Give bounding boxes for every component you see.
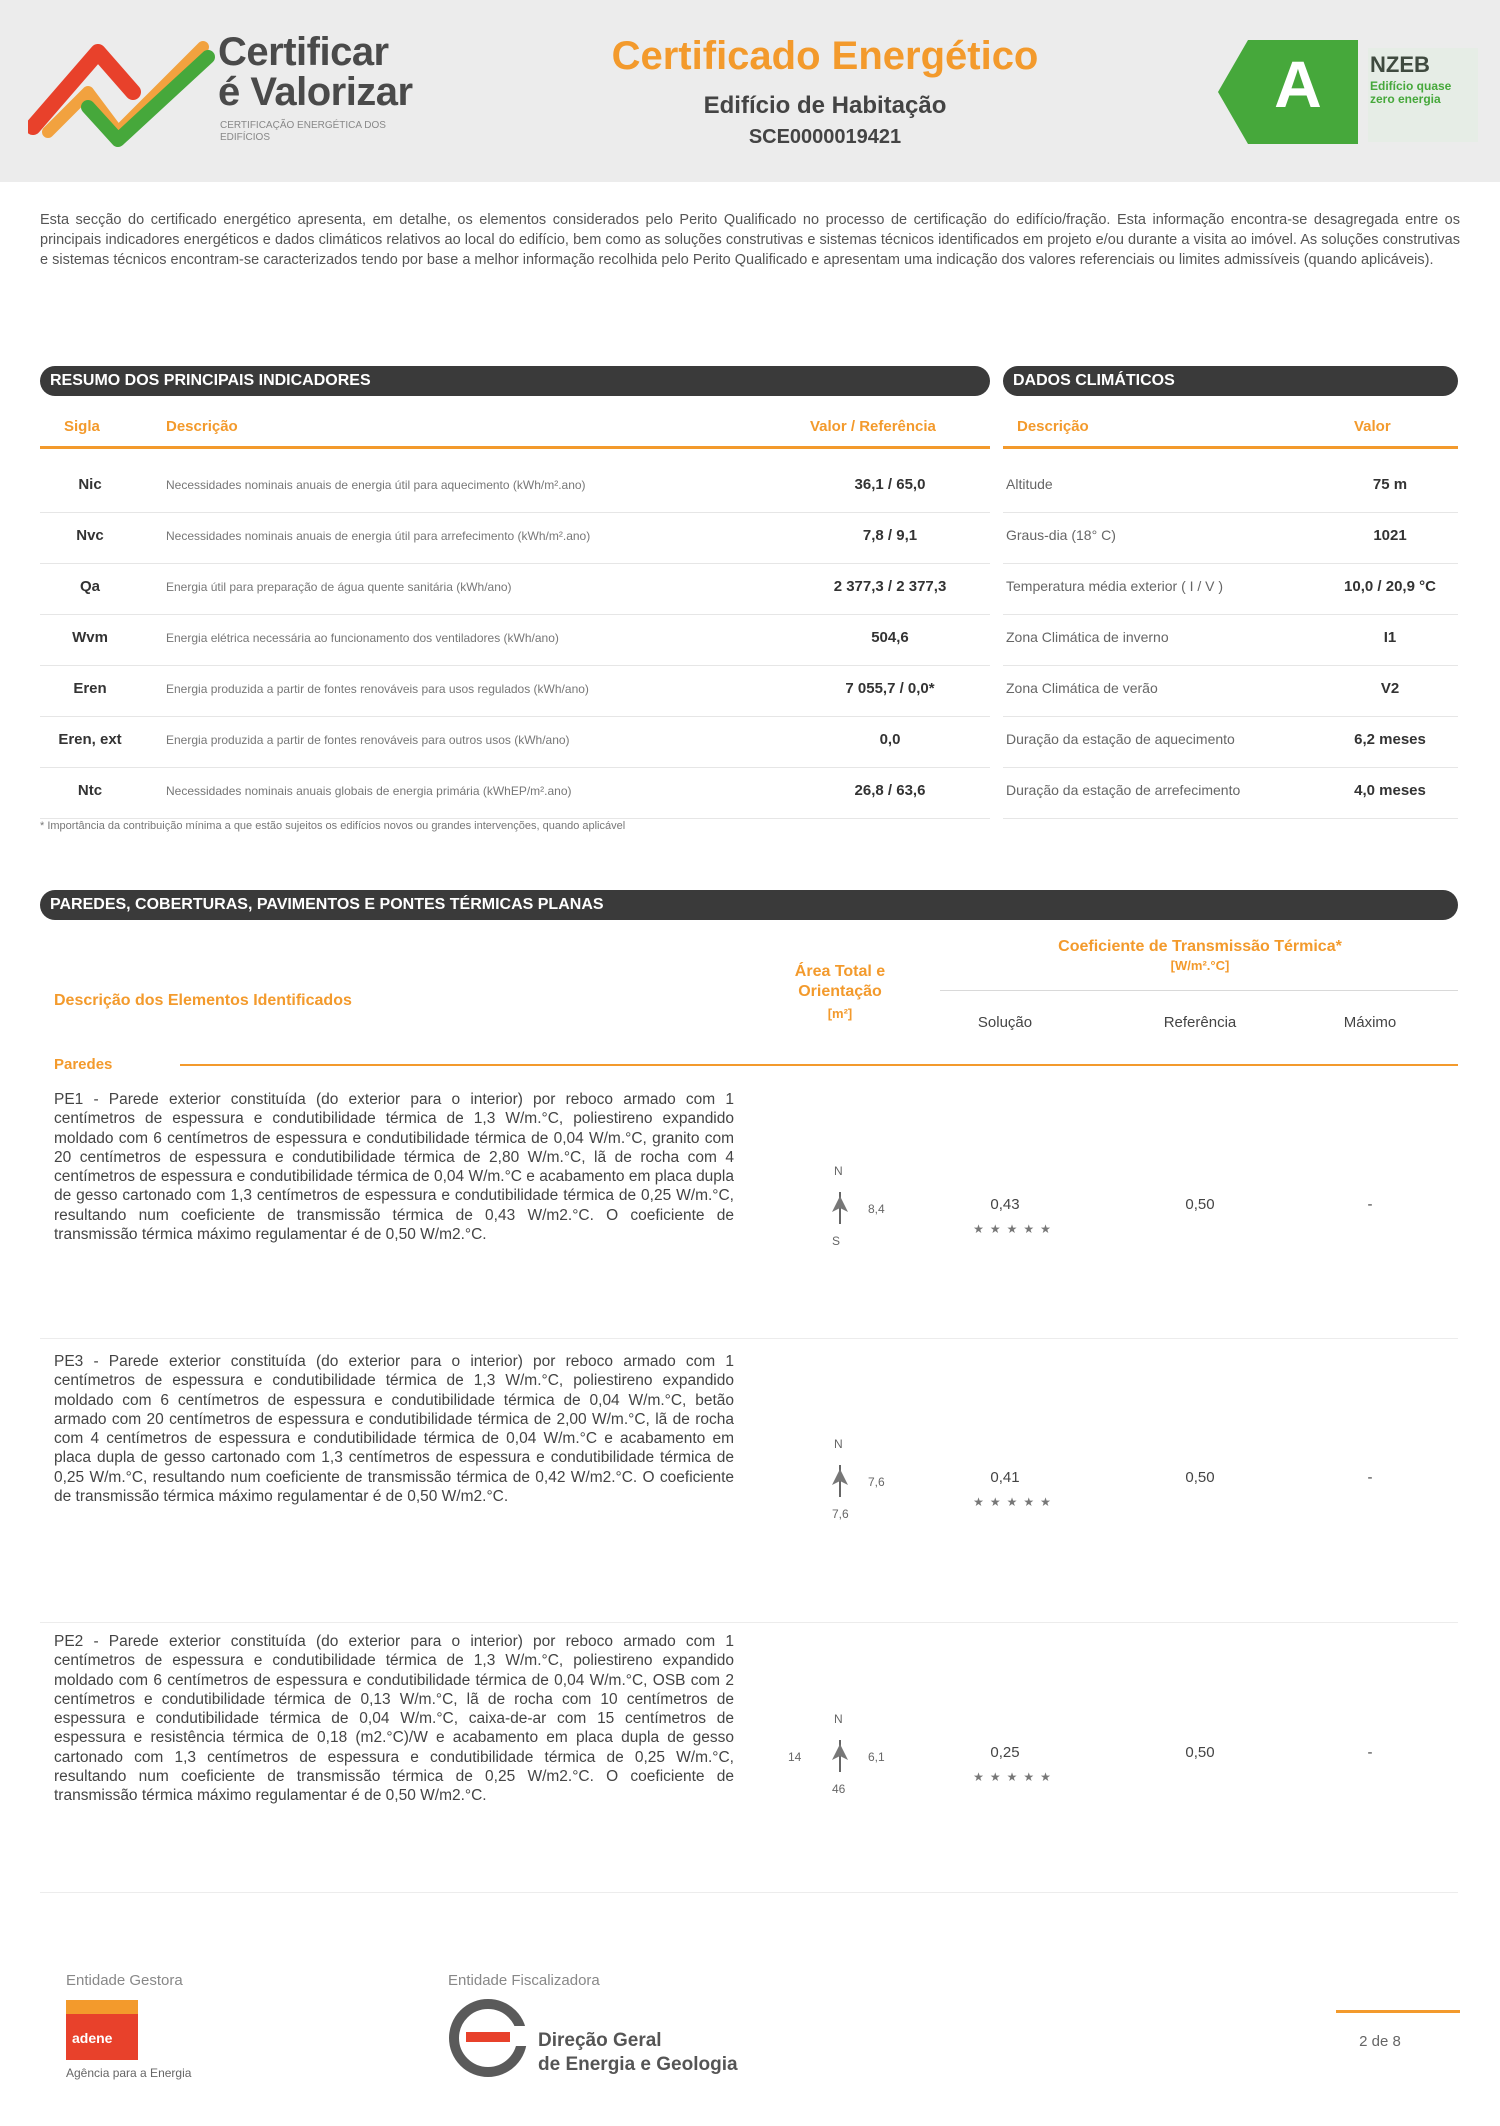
climate-description: Graus-dia (18° C) — [1006, 527, 1116, 543]
wall-u-maximum: - — [1367, 1469, 1373, 1486]
wall-rating-stars: ★★★★★ — [973, 1222, 1057, 1236]
page-number-rule — [1336, 2010, 1460, 2013]
walls-header-area-unit: [m²] — [827, 1006, 853, 1021]
walls-group-label: Paredes — [54, 1056, 113, 1073]
row-divider — [1003, 818, 1458, 819]
indicator-sigla: Qa — [79, 578, 100, 595]
building-type: Edifício de Habitação — [703, 92, 947, 119]
indicator-sigla: Eren, ext — [58, 731, 122, 748]
climate-value: 75 m — [1372, 476, 1408, 493]
header-descricao: Descrição — [166, 418, 238, 435]
climate-value: V2 — [1380, 680, 1400, 697]
footer-supervision-label: Entidade Fiscalizadora — [448, 1972, 600, 1989]
orientation-top: N — [834, 1164, 843, 1178]
row-divider — [1003, 767, 1458, 768]
orientation-top: N — [834, 1712, 843, 1726]
dgeg-line1: Direção Geral — [538, 2030, 662, 2051]
wall-u-solution: 0,25 — [990, 1744, 1020, 1761]
wall-u-reference: 0,50 — [1185, 1196, 1215, 1213]
orientation-compass-icon — [820, 1188, 860, 1228]
adene-subtitle: Agência para a Energia — [66, 2066, 192, 2080]
indicator-value: 36,1 / 65,0 — [854, 476, 926, 493]
wall-u-maximum: - — [1367, 1744, 1373, 1761]
indicator-description: Necessidades nominais anuais de energia útil para arrefecimento (kWh/m².ano) — [166, 529, 591, 543]
walls-header-coef: Coeficiente de Transmissão Térmica* — [1058, 938, 1342, 955]
walls-header-descricao: Descrição dos Elementos Identificados — [54, 992, 352, 1009]
indicators-header-underline — [40, 446, 990, 449]
row-divider — [1003, 665, 1458, 666]
walls-header-coef-unit: [W/m².°C] — [1170, 958, 1230, 973]
walls-section-title: PAREDES, COBERTURAS, PAVIMENTOS E PONTES TÉRMICAS PLANAS — [40, 890, 1458, 920]
certificate-header — [0, 0, 1500, 182]
energy-class-label: A — [1274, 47, 1322, 121]
indicator-value: 2 377,3 / 2 377,3 — [833, 578, 947, 595]
climate-value: I1 — [1383, 629, 1397, 646]
climate-value: 10,0 / 20,9 °C — [1344, 578, 1436, 595]
dgeg-logo-icon — [448, 1998, 528, 2078]
indicator-sigla: Nic — [78, 476, 102, 493]
indicator-description: Energia produzida a partir de fontes renováveis para usos regulados (kWh/ano) — [166, 682, 589, 696]
wall-rating-stars: ★★★★★ — [973, 1495, 1057, 1509]
row-divider — [1003, 614, 1458, 615]
orientation-bottom: 46 — [832, 1782, 846, 1796]
indicator-description: Energia elétrica necessária ao funcionamento dos ventiladores (kWh/ano) — [166, 631, 559, 645]
walls-header-referencia: Referência — [1163, 1014, 1237, 1031]
walls-header-maximo: Máximo — [1343, 1014, 1397, 1031]
wall-area: 6,1 — [868, 1750, 885, 1764]
indicator-sigla: Nvc — [76, 527, 104, 544]
certificate-number: SCE0000019421 — [748, 126, 902, 148]
climate-description: Duração da estação de arrefecimento — [1006, 782, 1241, 798]
indicator-value: 7,8 / 9,1 — [862, 527, 918, 544]
orientation-compass-icon — [820, 1736, 860, 1776]
wall-area: 8,4 — [868, 1202, 885, 1216]
wall-description: PE3 - Parede exterior constituída (do exterior para o interior) por reboco armado com 1 centímetros de espessura e condutibilidade térmica de 1,3 W/m.°C, poliestireno expandido moldado com 6 centímetros de espessura e condutibilidade térmica de 0,04 W/m.°C, betão armado com 20 centímetros de espessura e condutibilidade térmica de 2,00 W/m.°C, lã de rocha com 4 centímetros de espessura e condutibilidade térmica de 0,04 W/m.°C e acabamento em placa dupla de gesso cartonado com 1,3 centímetros de espessura e condutibilidade térmica de 0,25 W/m.°C, resultando num coeficiente de transmissão térmica de 0,42 W/m2.°C. O coeficiente de transmissão térmica máximo regulamentar é de 0,50 W/m2.°C. — [54, 1353, 734, 1506]
indicator-description: Necessidades nominais anuais de energia útil para aquecimento (kWh/m².ano) — [166, 478, 586, 492]
indicator-value: 7 055,7 / 0,0* — [845, 680, 935, 697]
orientation-bottom: S — [832, 1234, 841, 1248]
indicator-sigla: Ntc — [77, 782, 103, 799]
row-divider — [40, 512, 990, 513]
indicators-footnote: * Importância da contribuição mínima a que estão sujeitos os edifícios novos ou grandes intervenções, quando aplicável — [40, 820, 626, 832]
wall-description: PE1 - Parede exterior constituída (do exterior para o interior) por reboco armado com 1 centímetros de espessura e condutibilidade térmica de 1,3 W/m.°C, poliestireno expandido moldado com 6 centímetros de espessura e condutibilidade térmica de 0,04 W/m.°C, granito com 20 centímetros de espessura e condutibilidade térmica de 2,80 W/m.°C, lã de rocha com 4 centímetros de espessura e condutibilidade térmica de 0,04 W/m.°C e acabamento em placa dupla de gesso cartonado com 1,3 centímetros de espessura e condutibilidade térmica de 0,25 W/m.°C, resultando num coeficiente de transmissão térmica de 0,43 W/m2.°C. O coeficiente de transmissão térmica máximo regulamentar é de 0,50 W/m2.°C. — [54, 1091, 734, 1244]
orientation-bottom: 7,6 — [832, 1507, 849, 1521]
row-divider — [40, 1892, 1458, 1893]
certificate-title: Certificado Energético — [611, 34, 1039, 78]
climate-description: Temperatura média exterior ( I / V ) — [1006, 578, 1224, 594]
logo-text-line2: é Valorizar — [218, 70, 413, 114]
climate-description: Zona Climática de inverno — [1006, 629, 1169, 645]
climate-header-underline — [1003, 446, 1458, 449]
climate-description: Zona Climática de verão — [1006, 680, 1158, 696]
page-number: 2 de 8 — [1359, 2033, 1401, 2050]
climate-header-valor: Valor — [1354, 418, 1391, 435]
orientation-compass-icon — [820, 1461, 860, 1501]
row-divider — [40, 818, 990, 819]
indicator-sigla: Wvm — [72, 629, 108, 646]
row-divider — [40, 665, 990, 666]
walls-group-underline — [180, 1064, 1458, 1066]
intro-paragraph: Esta secção do certificado energético apresenta, em detalhe, os elementos considerados pelo Perito Qualificado no processo de certificação do edifício/fração. Esta informação encontra-se desagregada entre os principais indicadores energéticos e dados climáticos relativos ao local do edifício, bem como as soluções construtivas e sistemas técnicos identificados em projeto e/ou durante a visita ao imóvel. As soluções construtivas e sistemas técnicos encontram-se caracterizados tendo por base a melhor informação recolhida pelo Perito Qualificado e apresentam uma indicação dos valores referenciais ou limites admissíveis (quando aplicáveis). — [40, 212, 1460, 268]
row-divider — [1003, 512, 1458, 513]
dgeg-line2: de Energia e Geologia — [538, 2054, 738, 2075]
wall-u-solution: 0,43 — [990, 1196, 1020, 1213]
row-divider — [40, 1338, 1458, 1339]
indicator-sigla: Eren — [73, 680, 107, 697]
climate-header-descricao: Descrição — [1017, 418, 1089, 435]
climate-value: 4,0 meses — [1354, 782, 1426, 799]
indicator-description: Energia útil para preparação de água quente sanitária (kWh/ano) — [166, 580, 512, 594]
header-valor: Valor / Referência — [810, 418, 936, 435]
indicator-value: 504,6 — [871, 629, 909, 646]
wall-description: PE2 - Parede exterior constituída (do exterior para o interior) por reboco armado com 1 centímetros de espessura e condutibilidade térmica de 1,3 W/m.°C, poliestireno expandido moldado com 6 centímetros de espessura e condutibilidade térmica de 0,04 W/m.°C, OSB com 2 centímetros e condutibilidade térmica de 0,13 W/m.°C, lã de rocha com 10 centímetros de espessura e condutibilidade térmica de 0,04 W/m.°C, caixa-de-ar com 15 centímetros de espessura e resistência térmica de 0,18 (m2.°C)/W e acabamento em placa dupla de gesso cartonado com 1,3 centímetros de espessura e condutibilidade térmica de 0,25 W/m.°C, resultando num coeficiente de transmissão térmica de 0,25 W/m2.°C. O coeficiente de transmissão térmica máximo regulamentar é de 0,50 W/m2.°C. — [54, 1633, 734, 1805]
row-divider — [1003, 563, 1458, 564]
header-sigla: Sigla — [64, 418, 100, 435]
climate-section-title: DADOS CLIMÁTICOS — [1003, 366, 1458, 396]
row-divider — [40, 563, 990, 564]
climate-value: 1021 — [1373, 527, 1407, 544]
walls-header-solucao: Solução — [977, 1014, 1033, 1031]
house-check-icon — [28, 32, 218, 152]
orientation-top: N — [834, 1437, 843, 1451]
wall-rating-stars: ★★★★★ — [973, 1770, 1057, 1784]
climate-description: Duração da estação de aquecimento — [1006, 731, 1235, 747]
climate-description: Altitude — [1006, 476, 1053, 492]
row-divider — [40, 614, 990, 615]
indicator-description: Energia produzida a partir de fontes renováveis para outros usos (kWh/ano) — [166, 733, 570, 747]
indicator-value: 0,0 — [879, 731, 901, 748]
adene-logo-text: adene — [72, 2030, 113, 2046]
wall-area: 7,6 — [868, 1475, 885, 1489]
coef-header-divider — [940, 990, 1458, 991]
nzeb-text: Edifício quase zero energia — [1370, 79, 1452, 106]
indicator-description: Necessidades nominais anuais globais de energia primária (kWhEP/m².ano) — [166, 784, 572, 798]
wall-u-maximum: - — [1367, 1196, 1373, 1213]
indicators-section-title: RESUMO DOS PRINCIPAIS INDICADORES — [40, 366, 990, 396]
row-divider — [40, 767, 990, 768]
walls-header-area: Área Total e Orientação — [794, 963, 886, 1000]
logo-subtitle: CERTIFICAÇÃO ENERGÉTICA DOS EDIFÍCIOS — [220, 120, 386, 143]
logo-text-line1: Certificar — [218, 30, 389, 74]
indicator-value: 26,8 / 63,6 — [854, 782, 926, 799]
wall-u-reference: 0,50 — [1185, 1469, 1215, 1486]
orientation-left: 14 — [788, 1750, 802, 1764]
row-divider — [40, 716, 990, 717]
footer-entity-label: Entidade Gestora — [66, 1972, 183, 1989]
wall-u-reference: 0,50 — [1185, 1744, 1215, 1761]
row-divider — [1003, 716, 1458, 717]
wall-u-solution: 0,41 — [990, 1469, 1020, 1486]
climate-value: 6,2 meses — [1354, 731, 1426, 748]
certificar-logo — [28, 28, 428, 168]
row-divider — [40, 1622, 1458, 1623]
nzeb-title: NZEB — [1370, 52, 1430, 77]
